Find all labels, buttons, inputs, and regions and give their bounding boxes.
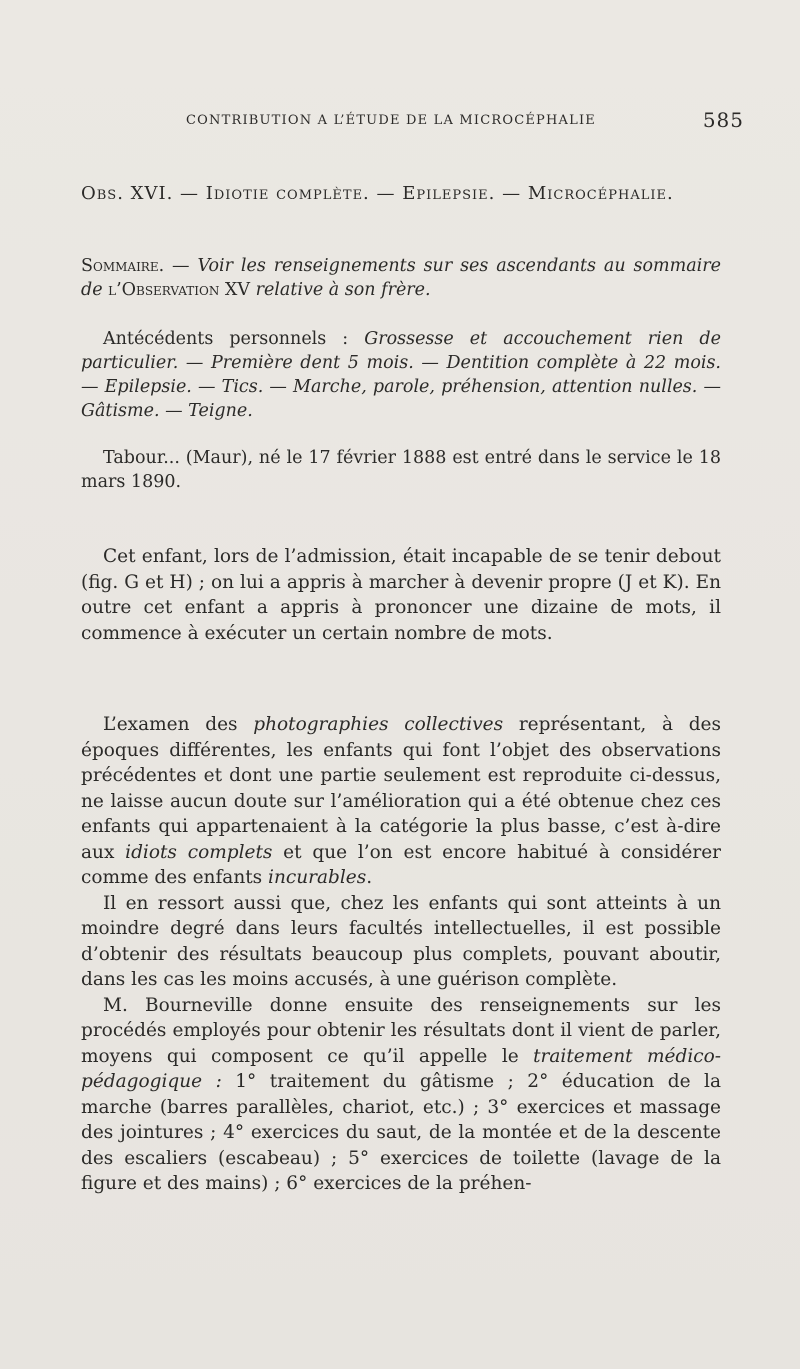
running-header [0,108,800,132]
summary-reference: l’Observation XV [108,280,251,301]
paragraph-photographs-middle-2: et que l’on est encore habitué à considérer comme des enfants [81,841,721,889]
paragraph-results: Il en ressort aussi que, chez les enfants qui sont atteints à un moindre degré dans leurs facultés intellectuelles, il est possible d’obtenir des résultats beaucoup plus complets, pouvant aboutir, dans les cas les moins accusés, à une guérison complète. [81,892,721,991]
summary-separator: — [164,256,198,277]
observation-separator-3: — [495,183,528,204]
observation-separator-2: — [369,183,403,204]
diagnosis-microcephalie: Microcéphalie. [527,183,674,204]
antecedents-label: Antécédents personnels : [103,328,365,349]
summary-label: Sommaire. [81,256,165,277]
page-number: 585 [702,108,744,132]
observation-label: Obs. XVI. [81,183,174,204]
antecedents-paragraph [81,327,721,424]
photographies-collectives-text: photographies collectives [253,714,504,736]
paragraph-photographs-end: . [366,867,373,889]
paragraph-admission: Cet enfant, lors de l’admission, était incapable de se tenir debout (fig. G et H) ; on lui a appris à marcher à devenir propre (J et K). En outre cet enfant a appris à prononcer une dizaine de mots, il commence à exécuter un certain nombre de mots. [81,546,721,644]
observation-heading [81,182,721,206]
summary-text-after: relative à son frère. [250,280,431,301]
antecedents-text: Grossesse et accouchement rien de particulier. — Première dent 5 mois. — Dentition complète à 22 mois. — Epilepsie. — Tics. — Marche, parole, préhension, attention nulles. — Gâtisme. — Teigne. [81,328,721,421]
paragraph-treatment [81,993,721,1197]
page-text [81,182,721,1197]
patient-record: Tabour... (Maur), né le 17 février 1888 est entré dans le service le 18 mars 1890. [81,448,721,492]
observation-separator-1: — [173,183,206,204]
diagnosis-idiotie: Idiotie complète. [205,183,370,204]
paragraph-treatment-start: M. Bourneville donne ensuite des renseignements sur les procédés employés pour obtenir les résultats dont il vient de parler, moyens qui composent ce qu’il appelle le [81,994,721,1067]
paragraph-photographs [81,712,721,891]
summary-text-before: Voir les renseignements sur ses ascendants au sommaire de [81,256,721,301]
summary-paragraph [81,254,721,302]
incurables-text: incurables [268,867,367,889]
paragraph-photographs-middle-1: représentant, à des époques différentes, les enfants qui font l’objet des observations précédentes et dont une partie seulement est reproduite ci-dessus, ne laisse aucun doute sur l’amélioration qui a été obtenue chez ces enfants qui appartenaient à la catégorie la plus basse, c’est à-dire aux [81,714,722,863]
diagnosis-epilepsie: Epilepsie. [402,183,496,204]
running-title: CONTRIBUTION A L’ÉTUDE DE LA MICROCÉPHALIE [186,113,596,128]
idiots-complets-text: idiots complets [125,841,273,863]
paragraph-treatment-end: 1° traitement du gâtisme ; 2° éducation de la marche (barres parallèles, chariot, etc.) ; 3° exercices et massage des jointures ; 4° exercices du saut, de la montée et de la descente des escaliers (escabeau) ; 5° exercices de toilette (lavage de la figure et des mains) ; 6° exercices de la préhen- [81,1071,721,1195]
traitement-medico-pedagogique-text: traitement médico-pédagogique : [81,1045,722,1093]
paragraph-photographs-start: L’examen des [103,714,254,736]
